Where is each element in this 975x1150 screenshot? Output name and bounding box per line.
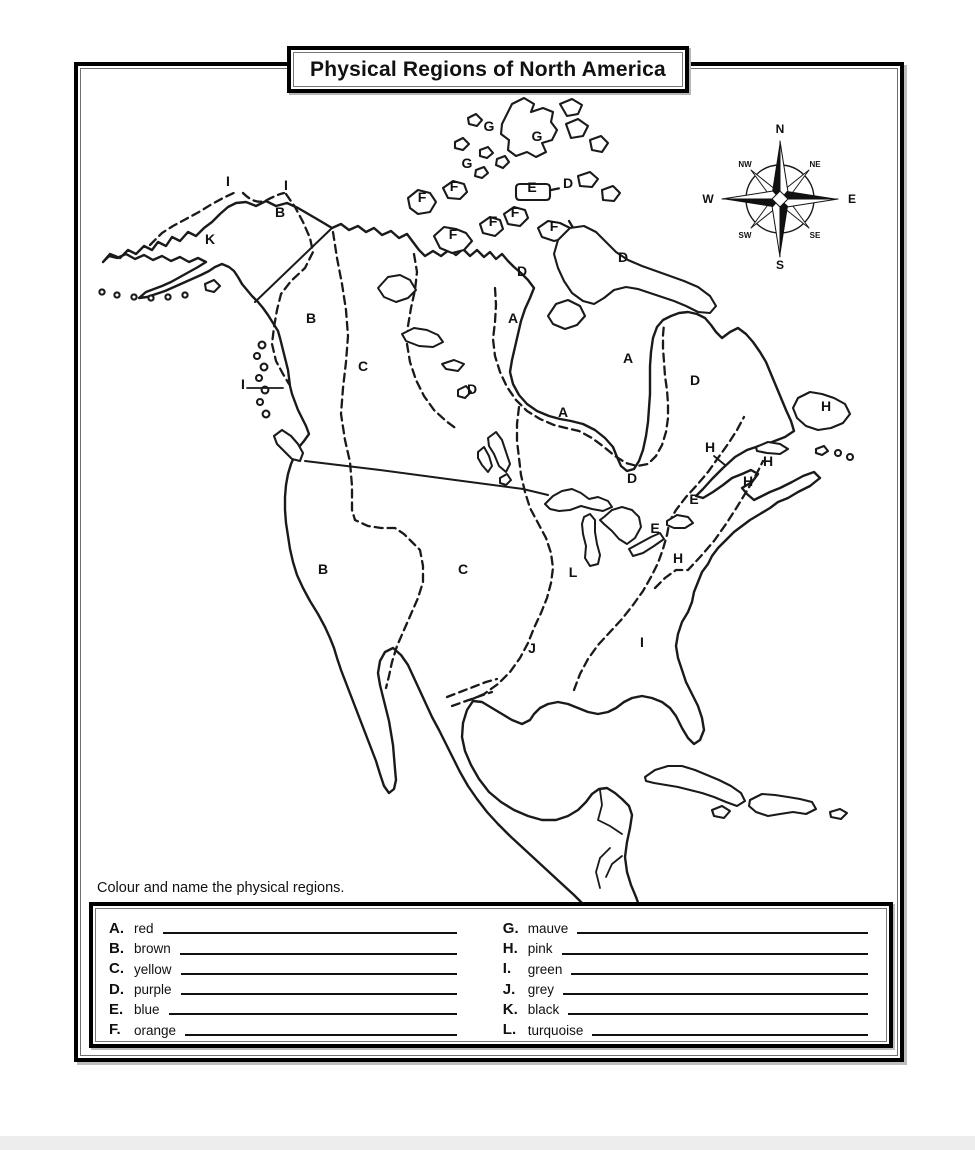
legend-letter: L. (502, 1021, 517, 1039)
answer-blank[interactable] (181, 959, 457, 975)
answer-blank[interactable] (163, 918, 457, 934)
answer-blank[interactable] (592, 1020, 868, 1036)
map-region-label-e: E (650, 520, 660, 536)
legend-letter: I. (502, 960, 512, 978)
legend-row (503, 917, 868, 937)
answer-blank[interactable] (169, 999, 457, 1015)
compass-label-s: S (775, 258, 785, 272)
map-region-label-g: G (531, 128, 543, 144)
legend-color-name: yellow (134, 961, 172, 977)
map-region-label-d: D (689, 372, 701, 388)
legend-row (503, 937, 868, 957)
instruction-text: Colour and name the physical regions. (97, 880, 345, 896)
page-title: Physical Regions of North America (293, 52, 683, 87)
map-region-label-c: C (457, 561, 469, 577)
map-region-label-i: I (640, 634, 644, 650)
answer-blank[interactable] (180, 939, 457, 955)
map-region-label-j: J (528, 640, 536, 656)
legend-letter: C. (109, 960, 124, 978)
legend-color-name: green (527, 961, 563, 977)
map-region-label-h: H (820, 398, 832, 414)
answer-blank[interactable] (185, 1020, 457, 1036)
title-box (287, 46, 689, 93)
map-region-label-d: D (626, 470, 638, 486)
legend-color-name: brown (134, 941, 171, 957)
map-region-label-e: E (527, 179, 537, 195)
map-region-label-h: H (704, 439, 716, 455)
map-region-label-i: I (284, 177, 288, 193)
map-region-label-g: G (461, 155, 473, 171)
legend-letter: J. (502, 980, 516, 998)
legend-row (109, 1018, 457, 1038)
compass-label-n: N (775, 122, 785, 136)
answer-blank[interactable] (568, 999, 868, 1015)
compass-label-e: E (847, 192, 857, 206)
legend-letter: K. (502, 1000, 518, 1018)
legend-letter: G. (502, 919, 519, 937)
legend-row (503, 998, 868, 1018)
map-region-label-h: H (762, 453, 774, 469)
map-region-label-d: D (617, 249, 629, 265)
map-region-label-d: D (562, 175, 574, 191)
legend-color-name: red (134, 921, 154, 937)
legend-box (89, 902, 893, 1048)
legend-row (109, 958, 457, 978)
map-region-label-f: F (449, 178, 459, 194)
compass-label-w: W (702, 192, 714, 206)
legend-letter: A. (109, 919, 124, 937)
answer-blank[interactable] (181, 979, 457, 995)
map-region-label-i: I (226, 173, 230, 189)
legend-color-name: orange (134, 1022, 177, 1038)
legend-letter: F. (109, 1021, 121, 1039)
legend-color-name: grey (527, 982, 555, 997)
legend-row (503, 978, 868, 998)
map-region-label-d: D (516, 263, 528, 279)
map-region-label-a: A (507, 310, 519, 326)
legend-row (109, 937, 457, 957)
map-region-label-h: H (742, 473, 754, 489)
legend-color-name: turquoise (527, 1022, 584, 1038)
map-region-label-b: B (274, 204, 286, 220)
legend-color-name: purple (134, 982, 172, 997)
map-region-label-c: C (357, 358, 369, 374)
legend-color-name: mauve (527, 921, 569, 937)
map-region-label-a: A (557, 404, 569, 420)
legend-row (503, 1018, 868, 1038)
compass-label-sw: SW (738, 231, 752, 240)
legend-letter: H. (502, 940, 518, 958)
legend-color-name: pink (527, 941, 553, 957)
map-region-label-h: H (672, 550, 684, 566)
map-region-label-a: A (622, 350, 634, 366)
legend-row (109, 978, 457, 998)
legend-letter: B. (109, 940, 124, 958)
legend-letter: D. (109, 980, 124, 998)
map-region-label-f: F (448, 226, 458, 242)
map-region-label-e: E (689, 491, 699, 507)
legend-row (109, 917, 457, 937)
map-region-label-b: B (317, 561, 329, 577)
legend-row (503, 958, 868, 978)
map-region-label-i: I (241, 376, 245, 392)
map-region-label-b: B (305, 310, 317, 326)
answer-blank[interactable] (577, 918, 868, 934)
legend-column-right (503, 917, 868, 1039)
map-region-label-g: G (483, 118, 495, 134)
legend-color-name: blue (134, 1002, 160, 1018)
map-region-label-f: F (549, 218, 559, 234)
compass-label-se: SE (809, 231, 821, 240)
legend-inner (95, 908, 887, 1042)
answer-blank[interactable] (562, 939, 868, 955)
compass-label-nw: NW (738, 160, 752, 169)
legend-row (109, 998, 457, 1018)
map-region-label-d: D (466, 381, 478, 397)
legend-letter: E. (109, 1000, 124, 1018)
answer-blank[interactable] (563, 979, 868, 995)
map-region-label-f: F (510, 204, 520, 220)
map-region-label-l: L (568, 564, 578, 580)
compass-label-ne: NE (809, 160, 821, 169)
answer-blank[interactable] (571, 959, 868, 975)
legend-column-left (109, 917, 457, 1039)
map-region-label-f: F (417, 189, 427, 205)
map-region-label-f: F (488, 213, 498, 229)
legend-color-name: black (527, 1002, 560, 1018)
map-region-label-k: K (204, 231, 216, 247)
